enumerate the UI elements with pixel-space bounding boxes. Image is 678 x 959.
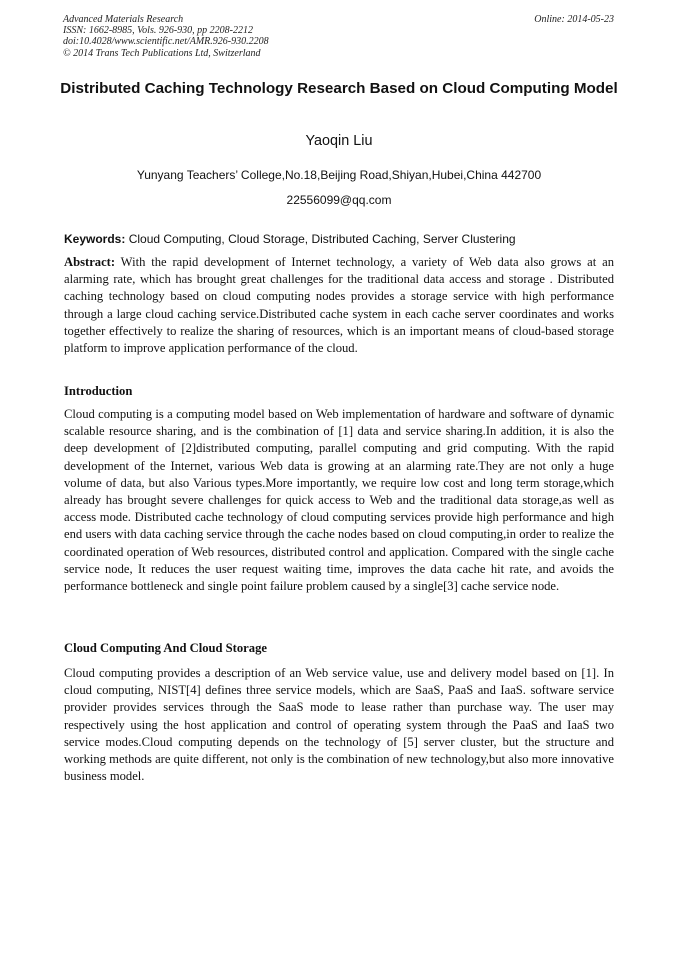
section-heading-cloud-storage: Cloud Computing And Cloud Storage (64, 641, 267, 655)
keywords-line (64, 232, 614, 247)
journal-header (63, 14, 269, 59)
author-affiliation: Yunyang Teachers’ College,No.18,Beijing Road,Shiyan,Hubei,China 442700 (136, 168, 542, 182)
online-date: Online: 2014-05-23 (534, 14, 614, 25)
journal-copyright: © 2014 Trans Tech Publications Ltd, Switzerland (63, 47, 261, 59)
author-email[interactable]: 22556099@qq.com (286, 193, 392, 207)
section-paragraph-cloud-storage: Cloud computing provides a description of an Web service value, use and delivery model based on [1]. In cloud computing, NIST[4] defines three service models, which are SaaS, PaaS and IaaS. software service provider provides services through the SaaS mode to lease rather than purchase way. The user may respectively using the host application and control of operating system through the PaaS and IaaS two service modes.Cloud computing depends on the technology of [5] server cluster, but the structure and working methods are quite different, not only is the combination of new technology,but also more innovative business model. (64, 666, 614, 784)
journal-name: Advanced Materials Research (63, 14, 184, 25)
journal-doi[interactable]: doi:10.4028/www.scientific.net/AMR.926-930.2208 (63, 36, 269, 48)
section-heading-introduction: Introduction (64, 384, 133, 398)
keywords-label: Keywords: (64, 232, 126, 246)
abstract-label: Abstract: (64, 255, 116, 269)
paper-author: Yaoqin Liu (305, 133, 373, 149)
abstract-paragraph (64, 254, 614, 357)
section-paragraph-introduction: Cloud computing is a computing model based on Web implementation of hardware and software of dynamic scalable resource sharing, and is the combination of [1] data and service sharing.In addition, it is also the deep development of [2]distributed computing, parallel computing and grid computing. With the rapid development of the Internet, various Web data is growing at an alarming rate.They are not only a huge volume of data, but also Various types.More importantly, we require low cost and long term storage,which already has brought severe challenges for quick access to Web and the traditional data storage,as well as access mode. Distributed cache technology of cloud computing services provide high performance and high end users with data caching service through the cache nodes based on cloud computing,in order to realize the coordinated operation of Web resources, distributed control and application. Compared with the single cache service node, It reduces the user request waiting time, improves the data cache hit rate, and avoids the performance bottleneck and single point failure problem caused by a single[3] cache service node. (64, 407, 614, 594)
journal-issn: ISSN: 1662-8985, Vols. 926-930, pp 2208-2212 (63, 25, 253, 37)
paper-title: Distributed Caching Technology Research Based on Cloud Computing Model (60, 80, 618, 97)
keywords-text: Cloud Computing, Cloud Storage, Distributed Caching, Server Clustering (125, 232, 516, 246)
abstract-text: With the rapid development of Internet technology, a variety of Web data also grows at an alarming rate, which has brought great challenges for the traditional data access and storage . Distributed caching technology based on cloud computing nodes provides a storage service with high performance through a large cloud caching service.Distributed cache system in each cache server coordinates and works together effectively to realize the sharing of resources, which is an important means of cloud-based storage platform to improve application performance of the cloud. (64, 255, 614, 356)
